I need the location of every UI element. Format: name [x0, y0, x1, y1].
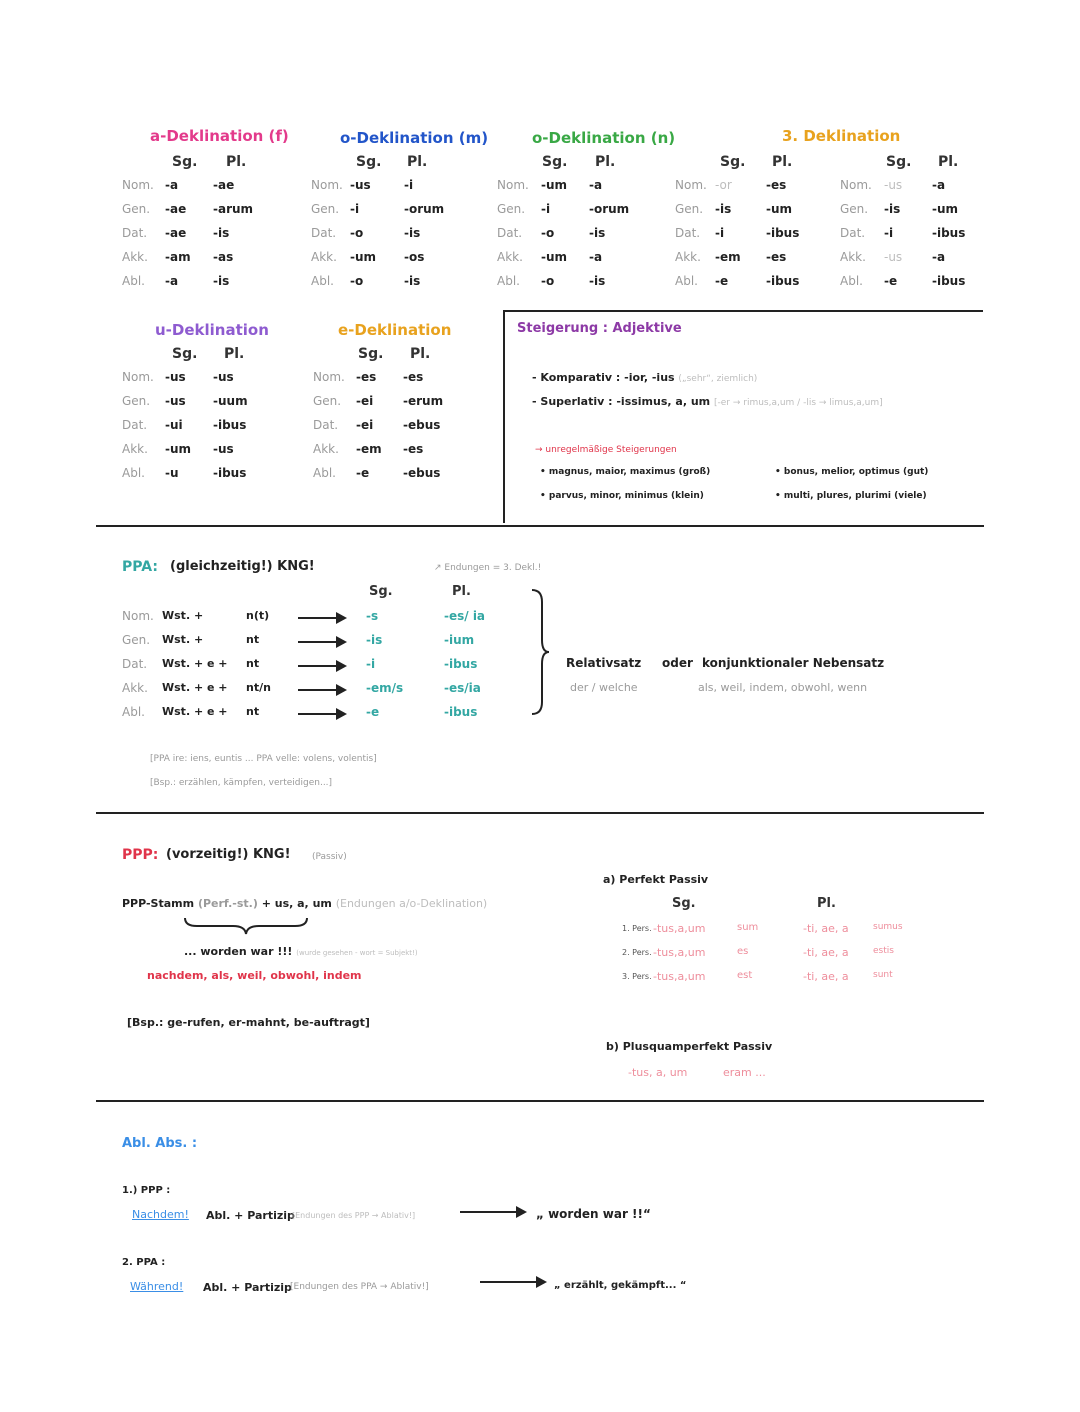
third-declension-title: 3. Deklination [782, 127, 901, 145]
case-label: Abl. [122, 274, 145, 288]
komparativ-note: („sehr“, ziemlich) [678, 374, 758, 384]
ppa-note-2: [Bsp.: erzählen, kämpfen, verteidigen...] [150, 778, 333, 788]
ppa-stem: Wst. + e + [162, 681, 228, 694]
sg-ending: -o [350, 226, 364, 240]
komparativ-text: - Komparativ : -ior, -ius [532, 371, 675, 384]
ppa-sg-ending: -em/s [366, 681, 404, 695]
case-label: Dat. [497, 226, 523, 240]
oder-label: oder [662, 656, 693, 670]
sg-ending: -em [715, 250, 741, 264]
komparativ-rule [532, 371, 757, 384]
ppa-pl-ending: -ium [444, 633, 475, 647]
perfekt-pl-aux: sumus [873, 922, 903, 932]
ppp-worden [184, 945, 418, 958]
case-label: Nom. [840, 178, 872, 192]
case-label: Gen. [122, 394, 151, 408]
sg-ending: -um [541, 178, 568, 192]
e-declension-title: e-Deklination [338, 321, 452, 339]
ppa-pl-ending: -es/ ia [444, 609, 486, 623]
case-label: Nom. [675, 178, 707, 192]
case-label: Abl. [497, 274, 520, 288]
abl-ppa-result: „ erzählt, gekämpft... “ [554, 1280, 687, 1291]
pl-label: Pl. [452, 584, 471, 599]
arrow-right-icon [298, 659, 348, 673]
sg-ending: -e [356, 466, 370, 480]
pl-ending: -ibus [932, 274, 966, 288]
arrow-right-icon [480, 1274, 548, 1290]
pl-ending: -es [403, 442, 424, 456]
abl-ppp-note: [Endungen des PPP → Ablativ!] [292, 1211, 416, 1220]
pl-label: Pl. [772, 154, 793, 170]
case-label: Dat. [122, 657, 148, 671]
konjunktional-label: konjunktionaler Nebensatz [702, 656, 885, 670]
sg-ending: -es [356, 370, 377, 384]
sg-ending: -or [715, 178, 732, 192]
case-label: Akk. [497, 250, 523, 264]
pl-ending: -uum [213, 394, 248, 408]
pl-ending: -is [404, 226, 421, 240]
plusquamperfekt-ending: -tus, a, um [628, 1066, 688, 1079]
sg-ending: -ei [356, 394, 374, 408]
person-label: 2. Pers. [622, 948, 652, 957]
person-label: 3. Pers. [622, 972, 652, 981]
arrow-right-icon [298, 707, 348, 721]
pl-ending: -orum [404, 202, 445, 216]
ppa-pl-ending: -es/ia [444, 681, 481, 695]
case-label: Dat. [313, 418, 339, 432]
pl-ending: -as [213, 250, 234, 264]
underbrace-icon [183, 916, 309, 936]
ppa-sg-ending: -s [366, 609, 379, 623]
ppa-sg-ending: -e [366, 705, 380, 719]
case-label: Dat. [122, 226, 148, 240]
sg-ending: -ui [165, 418, 183, 432]
pl-label: Pl. [817, 896, 836, 911]
ppa-mid: nt [246, 657, 260, 670]
case-label: Gen. [313, 394, 342, 408]
case-label: Gen. [311, 202, 340, 216]
ppp-stamm-line [122, 897, 487, 910]
case-label: Akk. [122, 442, 148, 456]
arrow-right-icon [298, 611, 348, 625]
pl-ending: -es [766, 178, 787, 192]
case-label: Akk. [122, 681, 148, 695]
case-label: Nom. [313, 370, 345, 384]
sg-ending: -o [350, 274, 364, 288]
ppp-bsp: [Bsp.: ge-rufen, er-mahnt, be-auftragt] [127, 1016, 370, 1029]
perfekt-pl-ending: -ti, ae, a [803, 970, 849, 983]
ppa-mid: n(t) [246, 609, 270, 622]
sg-ending: -us [350, 178, 371, 192]
ppa-stem: Wst. + [162, 609, 204, 622]
sg-ending: -u [165, 466, 179, 480]
pl-ending: -um [932, 202, 959, 216]
steigerung-box-left-border [503, 311, 505, 523]
pl-label: Pl. [224, 346, 245, 362]
ppa-conjunctions: als, weil, indem, obwohl, wenn [698, 681, 868, 694]
pl-ending: -ibus [766, 274, 800, 288]
pl-ending: -es [403, 370, 424, 384]
divider [96, 812, 984, 814]
u-declension-title: u-Deklination [155, 321, 269, 339]
ppa-subtitle: (gleichzeitig!) KNG! [170, 559, 315, 574]
pl-ending: -es [766, 250, 787, 264]
sg-ending: -i [541, 202, 551, 216]
sg-label: Sg. [356, 154, 382, 170]
ppa-title: PPA: [122, 559, 158, 575]
sg-ending: -o [541, 274, 555, 288]
superlativ-note: [-er → rimus,a,um / -lis → limus,a,um] [713, 398, 883, 408]
relativsatz-label: Relativsatz [566, 656, 642, 670]
steigerung-box-top-border [503, 310, 983, 312]
ppa-mid: nt [246, 633, 260, 646]
irregular-item: • multi, plures, plurimi (viele) [775, 491, 927, 501]
pl-ending: -ebus [403, 466, 441, 480]
pl-ending: -ibus [932, 226, 966, 240]
ppp-passiv: (Passiv) [312, 852, 347, 862]
pl-ending: -us [213, 370, 234, 384]
sg-ending: -i [350, 202, 360, 216]
case-label: Abl. [122, 466, 145, 480]
pl-label: Pl. [407, 154, 428, 170]
case-label: Akk. [313, 442, 339, 456]
case-label: Gen. [675, 202, 704, 216]
sg-ending: -ae [165, 226, 187, 240]
sg-label: Sg. [672, 896, 696, 911]
a-declension-title: a-Deklination (f) [150, 127, 289, 145]
case-label: Gen. [122, 633, 151, 647]
pl-ending: -us [213, 442, 234, 456]
case-label: Dat. [122, 418, 148, 432]
ppa-stem: Wst. + [162, 633, 204, 646]
ppa-sg-ending: -is [366, 633, 383, 647]
case-label: Dat. [311, 226, 337, 240]
pl-ending: -ibus [213, 418, 247, 432]
pl-ending: -arum [213, 202, 254, 216]
pl-ending: -ebus [403, 418, 441, 432]
perfekt-sg-aux: es [737, 946, 749, 957]
ppp-conjunctions: nachdem, als, weil, obwohl, indem [147, 969, 362, 982]
pl-ending: -a [589, 178, 603, 192]
pl-ending: -is [213, 274, 230, 288]
perfekt-sg-aux: sum [737, 922, 759, 933]
irregular-item: • bonus, melior, optimus (gut) [775, 467, 929, 477]
arrow-right-icon [298, 635, 348, 649]
o-declension-n-title: o-Deklination (n) [532, 129, 676, 147]
ppa-endings-note: ↗ Endungen = 3. Dekl.! [434, 563, 542, 573]
case-label: Akk. [675, 250, 701, 264]
perfekt-pl-ending: -ti, ae, a [803, 946, 849, 959]
case-label: Akk. [840, 250, 866, 264]
case-label: Abl. [122, 705, 145, 719]
abl-ppa-keyword: Während! [130, 1280, 184, 1293]
sg-ending: -ei [356, 418, 374, 432]
sg-label: Sg. [172, 154, 198, 170]
sg-ending: -a [165, 178, 179, 192]
sg-ending: -um [165, 442, 192, 456]
case-label: Nom. [122, 178, 154, 192]
sg-ending: -a [165, 274, 179, 288]
pl-ending: -is [213, 226, 230, 240]
sg-label: Sg. [172, 346, 198, 362]
pl-label: Pl. [410, 346, 431, 362]
case-label: Dat. [675, 226, 701, 240]
sg-label: Sg. [358, 346, 384, 362]
pl-ending: -a [589, 250, 603, 264]
pl-ending: -ibus [766, 226, 800, 240]
sg-ending: -o [541, 226, 555, 240]
sg-label: Sg. [542, 154, 568, 170]
sg-ending: -i [884, 226, 894, 240]
perfekt-sg-ending: -tus,a,um [653, 922, 706, 935]
case-label: Gen. [497, 202, 526, 216]
pl-ending: -erum [403, 394, 444, 408]
ppp-title: PPP: [122, 847, 159, 863]
pl-label: Pl. [938, 154, 959, 170]
sg-ending: -em [356, 442, 382, 456]
sg-ending: -am [165, 250, 191, 264]
case-label: Gen. [840, 202, 869, 216]
perfekt-sg-ending: -tus,a,um [653, 946, 706, 959]
abl-ppa-rule: Abl. + Partizip [203, 1281, 292, 1294]
ppp-worden-text: ... worden war !!! [184, 945, 293, 958]
steigerung-title: Steigerung : Adjektive [517, 321, 682, 336]
sg-ending: -is [715, 202, 732, 216]
ppp-stamm: PPP-Stamm [122, 897, 195, 910]
pl-ending: -ibus [213, 466, 247, 480]
sg-label: Sg. [720, 154, 746, 170]
sg-ending: -e [884, 274, 898, 288]
sg-ending: -us [165, 394, 186, 408]
sg-label: Sg. [369, 584, 393, 599]
perfekt-passiv-title: a) Perfekt Passiv [603, 873, 709, 886]
sg-ending: -us [884, 250, 903, 264]
plusquamperfekt-aux: eram ... [723, 1066, 766, 1079]
pl-ending: -orum [589, 202, 630, 216]
irregular-title: → unregelmäßige Steigerungen [535, 445, 677, 455]
sg-ending: -um [350, 250, 377, 264]
pl-ending: -ae [213, 178, 235, 192]
ppp-stamm-note: (Endungen a/o-Deklination) [335, 897, 488, 910]
plusquamperfekt-title: b) Plusquamperfekt Passiv [606, 1040, 773, 1053]
sg-ending: -um [541, 250, 568, 264]
perfekt-sg-ending: -tus,a,um [653, 970, 706, 983]
person-label: 1. Pers. [622, 924, 652, 933]
case-label: Nom. [311, 178, 343, 192]
der-welche: der / welche [570, 681, 638, 694]
perfekt-pl-aux: sunt [873, 970, 893, 980]
curly-brace-icon [528, 588, 550, 716]
perfekt-pl-ending: -ti, ae, a [803, 922, 849, 935]
pl-ending: -um [766, 202, 793, 216]
o-declension-m-title: o-Deklination (m) [340, 129, 489, 147]
pl-ending: -is [589, 226, 606, 240]
pl-ending: -i [404, 178, 414, 192]
pl-ending: -a [932, 178, 946, 192]
ppa-pl-ending: -ibus [444, 705, 478, 719]
case-label: Abl. [313, 466, 336, 480]
case-label: Akk. [311, 250, 337, 264]
divider [96, 1100, 984, 1102]
ppp-subtitle: (vorzeitig!) KNG! [166, 847, 291, 862]
sg-ending: -us [884, 178, 903, 192]
case-label: Nom. [122, 370, 154, 384]
perfekt-pl-aux: estis [873, 946, 894, 956]
irregular-item: • magnus, maior, maximus (groß) [540, 467, 711, 477]
sg-ending: -i [715, 226, 725, 240]
ppa-sg-ending: -i [366, 657, 376, 671]
abl-ppp-label: 1.) PPP : [122, 1185, 171, 1196]
abl-ppa-label: 2. PPA : [122, 1257, 166, 1268]
pl-ending: -is [589, 274, 606, 288]
abl-ppp-result: „ worden war !!“ [536, 1207, 651, 1221]
pl-label: Pl. [226, 154, 247, 170]
ppp-stamm-paren: (Perf.-st.) [197, 897, 258, 910]
case-label: Abl. [840, 274, 863, 288]
case-label: Akk. [122, 250, 148, 264]
pl-ending: -os [404, 250, 425, 264]
ppa-mid: nt [246, 705, 260, 718]
case-label: Abl. [675, 274, 698, 288]
superlativ-text: - Superlativ : -issimus, a, um [532, 395, 711, 408]
case-label: Dat. [840, 226, 866, 240]
ppp-worden-note: (wurde gesehen - wort = Subjekt!) [296, 949, 418, 957]
sg-ending: -is [884, 202, 901, 216]
perfekt-sg-aux: est [737, 970, 753, 981]
pl-ending: -is [404, 274, 421, 288]
ppa-pl-ending: -ibus [444, 657, 478, 671]
sg-ending: -e [715, 274, 729, 288]
case-label: Nom. [497, 178, 529, 192]
divider [96, 525, 984, 527]
ppa-note-1: [PPA ire: iens, euntis ... PPA velle: volens, volentis] [150, 754, 377, 764]
case-label: Nom. [122, 609, 154, 623]
pl-label: Pl. [595, 154, 616, 170]
abl-ppa-note: [Endungen des PPA → Ablativ!] [290, 1282, 429, 1292]
ppp-stamm-endings: + us, a, um [261, 897, 332, 910]
sg-label: Sg. [886, 154, 912, 170]
sg-ending: -us [165, 370, 186, 384]
ppa-stem: Wst. + e + [162, 657, 228, 670]
abl-abs-title: Abl. Abs. : [122, 1136, 198, 1151]
case-label: Gen. [122, 202, 151, 216]
irregular-item: • parvus, minor, minimus (klein) [540, 491, 704, 501]
arrow-right-icon [298, 683, 348, 697]
abl-ppp-rule: Abl. + Partizip [206, 1209, 295, 1222]
ppa-mid: nt/n [246, 681, 271, 694]
arrow-right-icon [460, 1204, 528, 1220]
abl-ppp-keyword: Nachdem! [132, 1208, 189, 1221]
pl-ending: -a [932, 250, 946, 264]
case-label: Abl. [311, 274, 334, 288]
sg-ending: -ae [165, 202, 187, 216]
superlativ-rule [532, 395, 883, 408]
ppa-stem: Wst. + e + [162, 705, 228, 718]
